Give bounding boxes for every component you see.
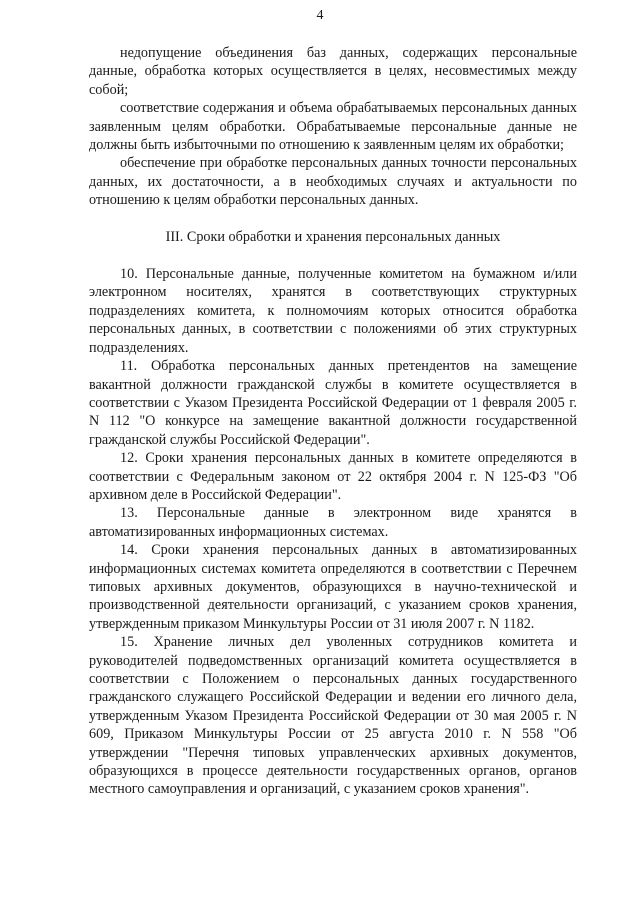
section-item-14: 14. Сроки хранения персональных данных в автоматизированных информационных системах комитета определяются в соответствии с Перечнем типовых архивных документов, образующихся в научно-технической и производственной деятельности организаций, с указанием сроков хранения, утвержденным приказом Минкультуры России от 31 июля 2007 г. N 1182. [89, 542, 577, 632]
document-body [89, 44, 577, 799]
section-item-15: 15. Хранение личных дел уволенных сотрудников комитета и руководителей подведомственных организаций комитета осуществляется в соответствии с Положением о персональных данных государственного гражданского служащего Российской Федерации и ведении его личного дела, утвержденным Указом Президента Российской Федерации от 30 мая 2005 г. N 609, Приказом Минкультуры России от 25 августа 2010 г. N 558 "Об утверждении "Перечня типовых управленческих архивных документов, образующихся в процессе деятельности государственных органов, органов местного самоуправления и организаций, с указанием сроков хранения". [89, 634, 577, 798]
section-item-12: 12. Сроки хранения персональных данных в комитете определяются в соответствии с Федеральным законом от 22 октября 2004 г. N 125-ФЗ "Об архивном деле в Российской Федерации". [89, 450, 577, 503]
paragraph-list-item: соответствие содержания и объема обрабатываемых персональных данных заявленным целям обработки. Обрабатываемые персональные данные не должны быть избыточными по отношению к заявленным целям их обработки; [89, 100, 577, 154]
paragraph-list-item: недопущение объединения баз данных, содержащих персональные данные, обработка которых осуществляется в целях, несовместимых между собой; [89, 45, 577, 98]
paragraph-list-item: обеспечение при обработке персональных данных точности персональных данных, их достаточности, а в необходимых случаях и актуальности по отношению к целям обработки персональных данных. [89, 155, 577, 209]
section-item-13: 13. Персональные данные в электронном виде хранятся в автоматизированных информационных системах. [89, 505, 577, 540]
section-heading: III. Сроки обработки и хранения персональных данных [165, 228, 501, 245]
page-number: 4 [316, 8, 324, 23]
section-item-11: 11. Обработка персональных данных претендентов на замещение вакантной должности гражданской службы в комитете осуществляется в соответствии с Указом Президента Российской Федерации от 1 февраля 2005 г. N 112 "О конкурсе на замещение вакантной должности государственной гражданской службы Российской Федерации". [89, 358, 577, 448]
section-item-10: 10. Персональные данные, полученные комитетом на бумажном и/или электронном носителях, хранятся в соответствующих структурных подразделениях комитета, к полномочиям которых относится обработка персональных данных, в соответствии с положениями об этих структурных подразделениях. [89, 266, 577, 356]
